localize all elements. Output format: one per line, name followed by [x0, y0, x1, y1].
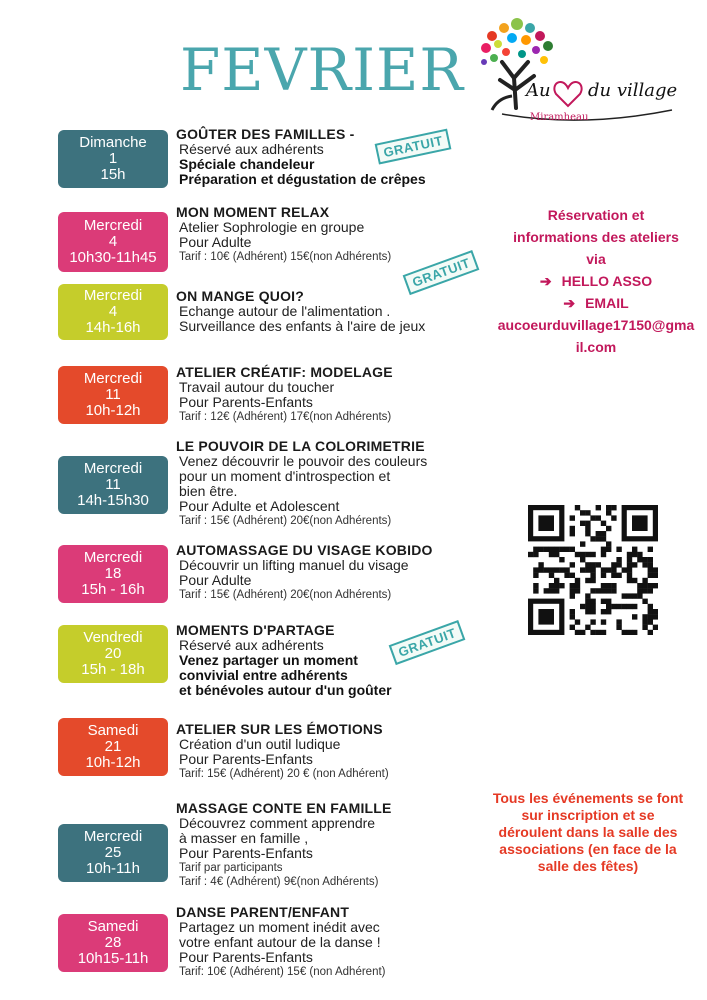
event-line: Tarif: 15€ (Adhérent) 20 € (non Adhérent) — [179, 768, 389, 780]
date-badge-time: 15h - 16h — [81, 581, 145, 598]
event-line: Pour Parents-Enfants — [179, 751, 313, 767]
event-title: ON MANGE QUOI? — [176, 288, 305, 304]
event-line: Tarif : 10€ (Adhérent) 15€(non Adhérents) — [179, 251, 392, 263]
date-badge-time: 14h-16h — [85, 319, 141, 336]
gratuit-stamp: GRATUIT — [389, 620, 466, 665]
tree-leaves — [481, 18, 553, 65]
date-badge — [58, 130, 168, 188]
event-line: Pour Adulte et Adolescent — [179, 498, 340, 514]
date-badge-num: 4 — [108, 233, 118, 250]
event-line: Tarif : 15€ (Adhérent) 20€(non Adhérents) — [179, 589, 392, 601]
logo-text-au: Au — [526, 80, 551, 101]
event-line: Spéciale chandeleur — [179, 156, 315, 172]
event-line: Pour Adulte — [179, 234, 252, 250]
reservation-line-1: Réservation et — [547, 207, 645, 223]
event-line: Tarif par participants — [179, 862, 283, 874]
date-badge-day: Samedi — [87, 918, 139, 935]
date-badge-day: Mercredi — [83, 549, 143, 566]
event-line: Pour Parents-Enfants — [179, 949, 313, 965]
event-item — [176, 438, 496, 528]
date-badge-num: 18 — [104, 565, 122, 582]
event-line: convivial entre adhérents — [179, 667, 348, 683]
date-badge-day: Vendredi — [83, 629, 143, 646]
event-item — [176, 364, 496, 424]
date-badge — [58, 625, 168, 683]
email-address-link[interactable]: aucoeurduvillage17150@gmail.com — [497, 317, 695, 355]
date-badge-day: Mercredi — [83, 287, 143, 304]
date-badge-num: 11 — [105, 386, 121, 403]
helloasso-option[interactable] — [496, 270, 696, 292]
date-badge-time: 10h-11h — [86, 860, 140, 877]
gratuit-stamp: GRATUIT — [403, 250, 480, 295]
date-badge-time: 14h-15h30 — [77, 492, 149, 509]
event-line: Surveillance des enfants à l'aire de jeux — [179, 318, 426, 334]
tree-logo-icon — [472, 18, 697, 128]
event-line: Création d'un outil ludique — [179, 736, 341, 752]
event-line: Tarif : 12€ (Adhérent) 17€(non Adhérents) — [179, 411, 392, 423]
date-badge-num: 11 — [105, 476, 121, 493]
logo-subtext: Miramheau — [530, 112, 589, 123]
event-line: Réservé aux adhérents — [179, 637, 324, 653]
date-badge-time: 10h15-11h — [77, 950, 149, 967]
date-badge-day: Mercredi — [83, 370, 143, 387]
date-badge-num: 25 — [104, 844, 122, 861]
reservation-line-2: informations des ateliers — [513, 229, 679, 245]
event-line: Découvrir un lifting manuel du visage — [179, 557, 409, 573]
date-badge-time: 15h — [100, 166, 126, 183]
event-item — [176, 288, 496, 334]
date-badge-num: 28 — [104, 934, 122, 951]
event-title: LE POUVOIR DE LA COLORIMETRIE — [176, 438, 425, 454]
event-line: Tarif : 15€ (Adhérent) 20€(non Adhérents) — [179, 515, 392, 527]
event-title: ATELIER CRÉATIF: MODELAGE — [176, 364, 393, 380]
event-line: à masser en famille , — [179, 830, 309, 846]
info-note: Tous les événements se font sur inscription et se déroulent dans la salle des associations (en face de la salle des fêtes) — [492, 790, 684, 874]
date-badge-day: Mercredi — [83, 828, 143, 845]
date-badge-day: Samedi — [87, 722, 139, 739]
event-line: Pour Parents-Enfants — [179, 845, 313, 861]
date-badge — [58, 456, 168, 514]
event-line: Tarif: 10€ (Adhérent) 15€ (non Adhérent) — [179, 966, 386, 978]
date-badge — [58, 824, 168, 882]
date-badge-time: 10h30-11h45 — [69, 249, 157, 266]
qr-code[interactable] — [528, 505, 658, 635]
date-badge-num: 4 — [108, 303, 118, 320]
email-option[interactable] — [496, 292, 696, 314]
logo-text-village: du village — [588, 80, 678, 101]
event-title: MASSAGE CONTE EN FAMILLE — [176, 800, 392, 816]
logo — [472, 18, 697, 128]
event-line: Découvrez comment apprendre — [179, 815, 376, 831]
event-title: MOMENTS D'PARTAGE — [176, 622, 335, 638]
reservation-line-3: via — [586, 251, 606, 267]
helloasso-label: HELLO ASSO — [561, 273, 653, 289]
date-badge-day: Dimanche — [79, 134, 147, 151]
qr-code-icon — [528, 505, 658, 635]
event-line: bien être. — [179, 483, 238, 499]
date-badge-day: Mercredi — [83, 217, 143, 234]
event-title: AUTOMASSAGE DU VISAGE KOBIDO — [176, 542, 433, 558]
date-badge — [58, 366, 168, 424]
event-line: Atelier Sophrologie en groupe — [179, 219, 365, 235]
event-item — [176, 800, 496, 889]
reservation-info — [496, 204, 696, 358]
event-line: Pour Parents-Enfants — [179, 394, 313, 410]
date-badge-num: 20 — [104, 645, 122, 662]
event-line: pour un moment d'introspection et — [179, 468, 391, 484]
date-badge-num: 21 — [104, 738, 122, 755]
event-line: votre enfant autour de la danse ! — [179, 934, 381, 950]
date-badge-num: 1 — [108, 150, 118, 167]
page-title: FEVRIER — [180, 36, 465, 104]
date-badge — [58, 914, 168, 972]
event-line: et bénévoles autour d'un goûter — [179, 682, 392, 698]
date-badge-time: 15h - 18h — [81, 661, 145, 678]
date-badge-time: 10h-12h — [85, 754, 141, 771]
date-badge — [58, 212, 168, 272]
event-line: Echange autour de l'alimentation . — [179, 303, 391, 319]
event-line: Partagez un moment inédit avec — [179, 919, 380, 935]
event-title: MON MOMENT RELAX — [176, 204, 330, 220]
date-badge — [58, 545, 168, 603]
event-line: Préparation et dégustation de crêpes — [179, 171, 426, 187]
event-title: ATELIER SUR LES ÉMOTIONS — [176, 721, 383, 737]
event-line: Réservé aux adhérents — [179, 141, 324, 157]
event-title: GOÛTER DES FAMILLES - — [176, 126, 355, 142]
arrow-right-icon: ➔ — [539, 273, 552, 289]
email-label: EMAIL — [585, 295, 629, 311]
event-line: Venez découvrir le pouvoir des couleurs — [179, 453, 428, 469]
event-item — [176, 204, 496, 264]
date-badge-time: 10h-12h — [85, 402, 141, 419]
gratuit-stamp: GRATUIT — [375, 129, 452, 165]
date-badge — [58, 718, 168, 776]
event-line: Travail autour du toucher — [179, 379, 335, 395]
event-line: Pour Adulte — [179, 572, 252, 588]
event-line: Venez partager un moment — [179, 652, 358, 668]
date-badge — [58, 284, 168, 340]
arrow-right-icon: ➔ — [563, 295, 576, 311]
event-line: Tarif : 4€ (Adhérent) 9€(non Adhérents) — [179, 876, 379, 888]
event-title: DANSE PARENT/ENFANT — [176, 904, 350, 920]
event-item — [176, 904, 496, 979]
event-item — [176, 721, 496, 781]
date-badge-day: Mercredi — [83, 460, 143, 477]
event-item — [176, 542, 496, 602]
